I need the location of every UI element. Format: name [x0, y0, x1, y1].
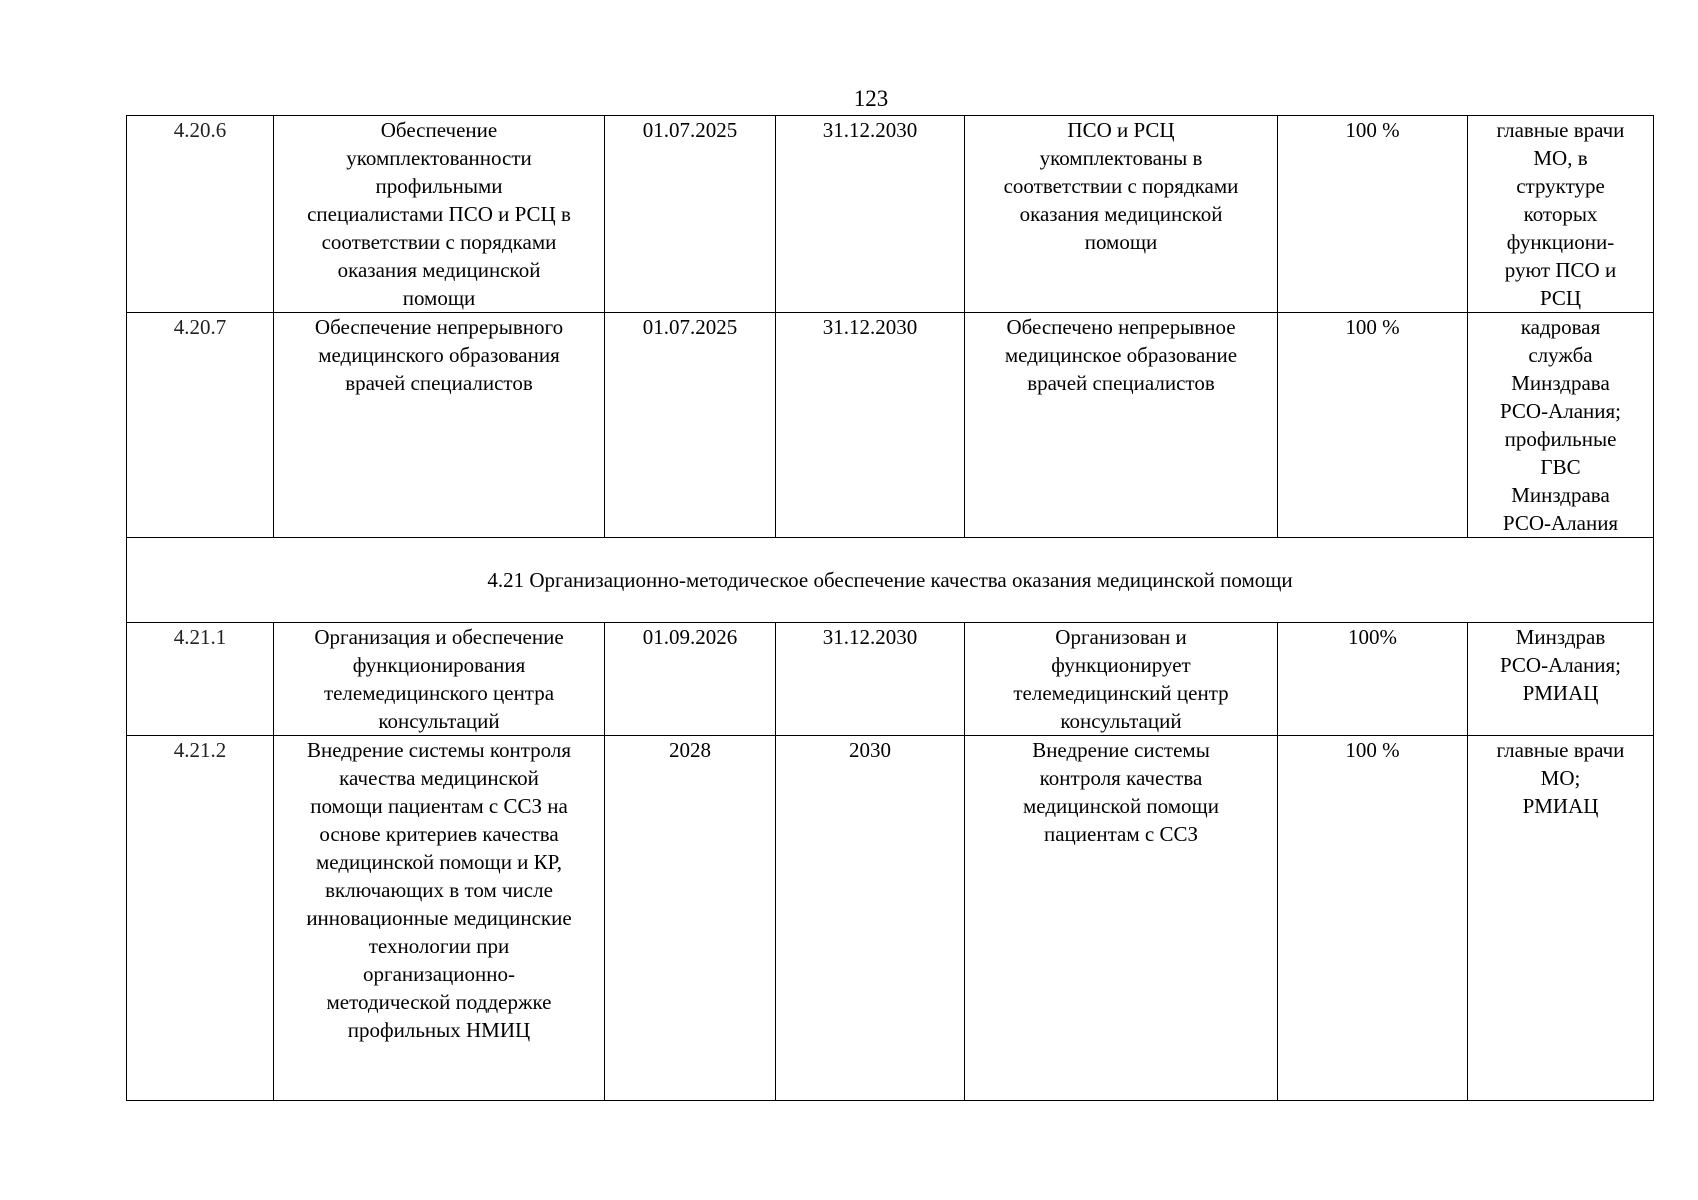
- section-title-text: 4.21 Организационно-методическое обеспечение качества оказания медицинской помощи: [487, 568, 1293, 592]
- row-number: 4.20.6: [127, 116, 274, 313]
- indicator-cell: 100 %: [1278, 736, 1468, 1101]
- indicator-cell: 100 %: [1278, 313, 1468, 538]
- start-date-cell: 2028: [605, 736, 776, 1101]
- start-date-cell: 01.07.2025: [605, 116, 776, 313]
- start-date-cell: 01.07.2025: [605, 313, 776, 538]
- indicator-cell: 100 %: [1278, 116, 1468, 313]
- result-cell: Внедрение системы контроля качества медицинской помощи пациентам с ССЗ: [965, 736, 1278, 1101]
- end-date-cell: 31.12.2030: [776, 623, 965, 736]
- row-number: 4.21.2: [127, 736, 274, 1101]
- activity-cell: Обеспечение непрерывного медицинского образования врачей специалистов: [274, 313, 605, 538]
- table-row: [127, 313, 1654, 538]
- section-header-row: [127, 538, 1654, 623]
- result-cell: Обеспечено непрерывное медицинское образование врачей специалистов: [965, 313, 1278, 538]
- end-date-cell: 31.12.2030: [776, 313, 965, 538]
- responsible-cell: главные врачи МО; РМИАЦ: [1468, 736, 1654, 1101]
- result-cell: ПСО и РСЦ укомплектованы в соответствии с порядками оказания медицинской помощи: [965, 116, 1278, 313]
- start-date-cell: 01.09.2026: [605, 623, 776, 736]
- table-row: [127, 623, 1654, 736]
- row-number: 4.21.1: [127, 623, 274, 736]
- row-number: 4.20.7: [127, 313, 274, 538]
- section-title: [127, 538, 1654, 623]
- end-date-cell: 31.12.2030: [776, 116, 965, 313]
- page-number: 123: [853, 86, 889, 111]
- activity-cell: Обеспечение укомплектованности профильными специалистами ПСО и РСЦ в соответствии с порядками оказания медицинской помощи: [274, 116, 605, 313]
- end-date-cell: 2030: [776, 736, 965, 1101]
- table-row: [127, 116, 1654, 313]
- activity-cell: Внедрение системы контроля качества медицинской помощи пациентам с ССЗ на основе критериев качества медицинской помощи и КР, включающих в том числе инновационные медицинские технологии при организационно- методической поддержке профильных НМИЦ: [274, 736, 605, 1101]
- table-row: [127, 736, 1654, 1101]
- activity-cell: Организация и обеспечение функционирования телемедицинского центра консультаций: [274, 623, 605, 736]
- responsible-cell: Минздрав РСО-Алания; РМИАЦ: [1468, 623, 1654, 736]
- activities-table: [126, 115, 1654, 1101]
- indicator-cell: 100%: [1278, 623, 1468, 736]
- responsible-cell: кадровая служба Минздрава РСО-Алания; профильные ГВС Минздрава РСО-Алания: [1468, 313, 1654, 538]
- responsible-cell: главные врачи МО, в структуре которых функциони- руют ПСО и РСЦ: [1468, 116, 1654, 313]
- result-cell: Организован и функционирует телемедицинский центр консультаций: [965, 623, 1278, 736]
